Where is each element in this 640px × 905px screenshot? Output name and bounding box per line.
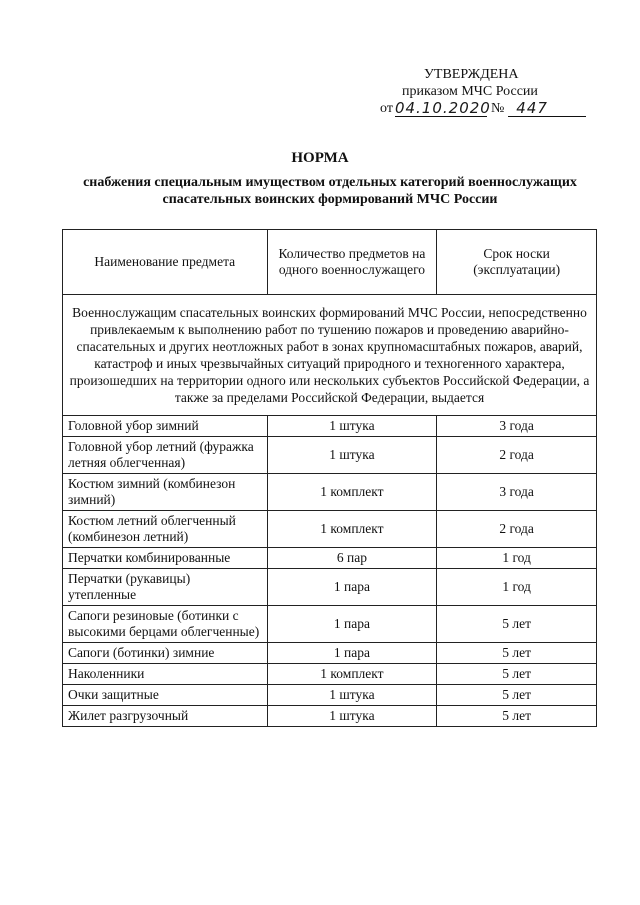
norm-table (62, 229, 597, 727)
quantity-cell: 1 штука (267, 416, 437, 437)
wear-term-cell: 5 лет (437, 606, 597, 643)
number-sign: № (490, 101, 505, 116)
approval-order: приказом МЧС России (402, 84, 538, 99)
item-name-cell: Наколенники (63, 664, 268, 685)
wear-term-cell: 1 год (437, 569, 597, 606)
item-name-cell: Костюм летний облегченный (комбинезон летний) (63, 511, 268, 548)
table-row (63, 416, 597, 437)
table-row (63, 664, 597, 685)
table-row (63, 437, 597, 474)
wear-term-cell: 2 года (437, 437, 597, 474)
header-item-name: Наименование предмета (63, 230, 268, 295)
table-row (63, 569, 597, 606)
quantity-cell: 1 пара (267, 569, 437, 606)
item-name-cell: Головной убор зимний (63, 416, 268, 437)
item-name-cell: Костюм зимний (комбинезон зимний) (63, 474, 268, 511)
approval-date-number (380, 100, 590, 117)
wear-term-cell: 5 лет (437, 664, 597, 685)
table-row (63, 474, 597, 511)
quantity-cell: 1 штука (267, 685, 437, 706)
table-row (63, 548, 597, 569)
header-quantity: Количество предметов на одного военнослужащего (267, 230, 437, 295)
wear-term-cell: 5 лет (437, 685, 597, 706)
item-name-cell: Очки защитные (63, 685, 268, 706)
handwritten-number: 447 (508, 100, 586, 117)
handwritten-date: 04.10.2020 (394, 99, 491, 117)
quantity-cell: 1 комплект (267, 664, 437, 685)
item-name-cell: Перчатки (рукавицы) утепленные (63, 569, 268, 606)
quantity-cell: 1 пара (267, 643, 437, 664)
item-name-cell: Сапоги (ботинки) зимние (63, 643, 268, 664)
wear-term-cell: 5 лет (437, 643, 597, 664)
wear-term-cell: 5 лет (437, 706, 597, 727)
item-name-cell: Головной убор летний (фуражка летняя облегченная) (63, 437, 268, 474)
quantity-cell: 6 пар (267, 548, 437, 569)
table-row (63, 685, 597, 706)
item-name-cell: Сапоги резиновые (ботинки с высокими берцами облегченные) (63, 606, 268, 643)
approval-stamp (380, 66, 590, 117)
wear-term-cell: 3 года (437, 474, 597, 511)
quantity-cell: 1 штука (267, 437, 437, 474)
wear-term-cell: 1 год (437, 548, 597, 569)
quantity-cell: 1 комплект (267, 474, 437, 511)
item-name-cell: Перчатки комбинированные (63, 548, 268, 569)
table-header-row (63, 230, 597, 295)
document-title: НОРМА (291, 150, 349, 166)
approval-heading: УТВЕРЖДЕНА (424, 67, 519, 82)
table-row (63, 706, 597, 727)
intro-text: Военнослужащим спасательных воинских формирований МЧС России, непосредственно привлекаемым к выполнению работ по тушению пожаров и проведению аварийно-спасательных и других неотложных работ в зонах крупномасштабных пожаров, аварий, катастроф и иных чрезвычайных ситуаций природного и техногенного характера, произошедших на территории одного или нескольких субъектов Российской Федерации, а также за пределами Российской Федерации, выдается (63, 295, 597, 416)
quantity-cell: 1 пара (267, 606, 437, 643)
date-prefix: от (380, 101, 393, 116)
wear-term-cell: 3 года (437, 416, 597, 437)
table-row (63, 643, 597, 664)
table-row (63, 606, 597, 643)
header-wear-term: Срок носки (эксплуатации) (437, 230, 597, 295)
wear-term-cell: 2 года (437, 511, 597, 548)
intro-row (63, 295, 597, 416)
table-row (63, 511, 597, 548)
document-subtitle: снабжения специальным имуществом отдельных категорий военнослужащих спасательных воинских формирований МЧС России (83, 175, 577, 207)
item-name-cell: Жилет разгрузочный (63, 706, 268, 727)
quantity-cell: 1 штука (267, 706, 437, 727)
quantity-cell: 1 комплект (267, 511, 437, 548)
